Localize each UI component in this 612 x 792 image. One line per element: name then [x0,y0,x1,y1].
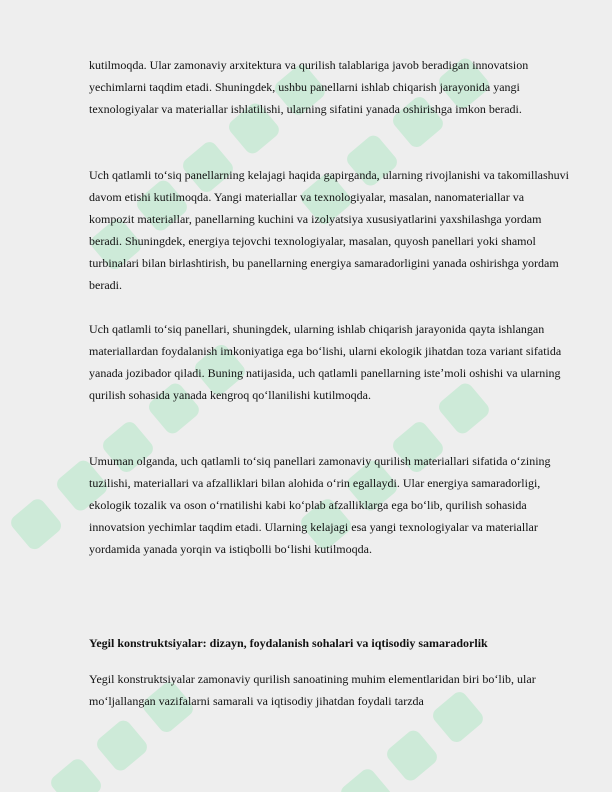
body-paragraph: Yegil konstruktsiyalar zamonaviy qurilish sanoatining muhim elementlaridan biri boʻlib, ular moʻljallangan vazifalarni samarali va iqtisodiy jihatdan foydali tarzda [89,672,536,708]
body-paragraph: Umuman olganda, uch qatlamli toʻsiq panellari zamonaviy qurilish materiallari sifatida oʻzining tuzilishi, materiallari va afzalliklari bilan alohida oʻrin egallaydi. Ular energiya samaradorligi, ekologik tozalik va oson oʻrnatilishi kabi koʻplab afzalliklarga ega boʻlib, qurilish sohasida innovatsion yechimlar taqdim etadi. Ularning kelajagi esa yangi texnologiyalar va materiallar yordamida yanada yorqin va istiqbolli boʻlishi kutilmoqda. [89,454,551,556]
section-heading: Yegil konstruktsiyalar: dizayn, foydalanish sohalari va iqtisodiy samaradorlik [89,636,488,650]
body-paragraph: Uch qatlamli toʻsiq panellari, shuningdek, ularning ishlab chiqarish jarayonida qayta ishlangan materiallardan foydalanish imkoniyatiga ega boʻlishi, ularni ekologik jihatdan toza variant sifatida yanada jozibador qiladi. Buning natijasida, uch qatlamli panellarning isteʼmoli oshishi va ularning qurilish sohasida yanada kengroq qoʻllanilishi kutilmoqda. [89,322,562,402]
body-paragraph: kutilmoqda. Ular zamonaviy arxitektura va qurilish talablariga javob beradigan innovatsion yechimlarni taqdim etadi. Shuningdek, ushbu panellarni ishlab chiqarish jarayonida yangi texnologiyalar va materiallar ishlatilishi, ularning sifatini yanada oshirishga imkon beradi. [89,58,529,116]
body-paragraph: Uch qatlamli toʻsiq panellarning kelajagi haqida gapirganda, ularning rivojlanishi va takomillashuvi davom etishi kutilmoqda. Yangi materiallar va texnologiyalar, masalan, nanomateriallar va kompozit materiallar, panellarning kuchini va izolyatsiya xususiyatlarini yaxshilashga yordam beradi. Shuningdek, energiya tejovchi texnologiyalar, masalan, quyosh panellari yoki shamol turbinalari bilan birlashtirish, bu panellarning energiya samaradorligini yanada oshirishga yordam beradi. [89,168,569,292]
